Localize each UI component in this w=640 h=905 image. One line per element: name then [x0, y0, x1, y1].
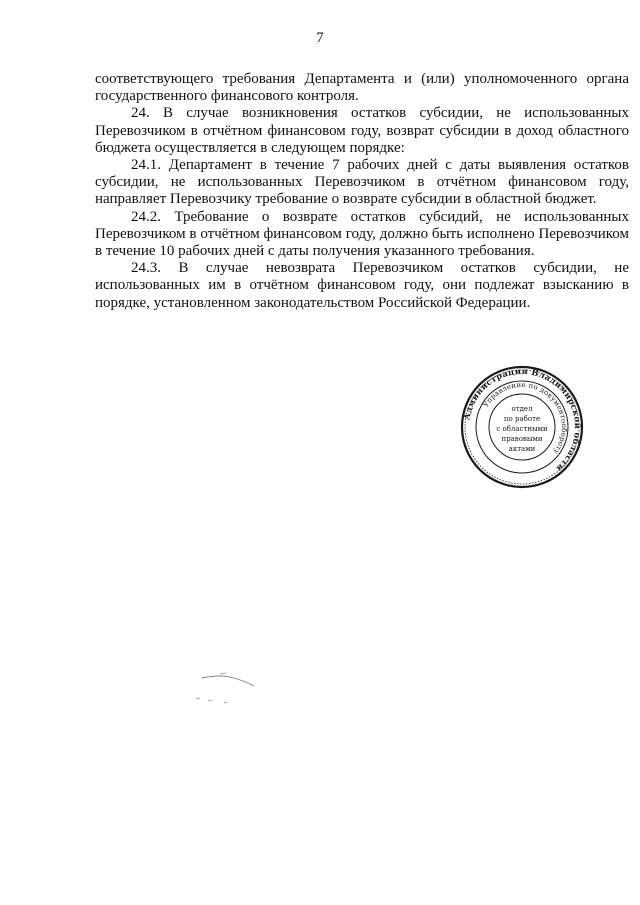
stamp-center-line: актами [508, 445, 536, 453]
stamp-inner-ring-text: Управление по документообороту [481, 380, 569, 456]
document-body [95, 71, 629, 312]
paragraph-continuation: соответствующего требования Департамента и (или) уполномоченного органа государственного финансового контроля. [95, 71, 629, 105]
paragraph-24-1: 24.1. Департамент в течение 7 рабочих дней с даты выявления остатков субсидии, не использованных Перевозчиком в отчётном финансовом году, направляет Перевозчику требование о возврате субсидии в областной бюджет. [95, 157, 629, 208]
handwritten-mark [190, 668, 270, 708]
stamp-center-line: по работе [503, 415, 541, 423]
paragraph-24-2: 24.2. Требование о возврате остатков субсидий, не использованных Перевозчиком в отчётном финансовом году, должно быть исполнено Перевозчиком в течение 10 рабочих дней с даты получения указанного требования. [95, 208, 629, 260]
page-number: 7 [316, 30, 324, 46]
stamp-center-line: отдел [511, 405, 533, 413]
paragraph-24: 24. В случае возникновения остатков субсидии, не использованных Перевозчиком в отчётном финансовом году, возврат субсидии в доход областного бюджета осуществляется в следующем порядке: [95, 105, 629, 156]
stamp-center-line: с областными [496, 425, 548, 433]
paragraph-24-3: 24.3. В случае невозврата Перевозчиком остатков субсидии, не использованных им в отчётном финансовом году, они подлежат взысканию в порядке, установленном законодательством Российской Федерации. [95, 260, 629, 311]
official-stamp [460, 365, 584, 489]
stamp-center-line: правовыми [501, 435, 543, 443]
stamp-outer-text: Администрация Владимирской области [461, 365, 584, 474]
